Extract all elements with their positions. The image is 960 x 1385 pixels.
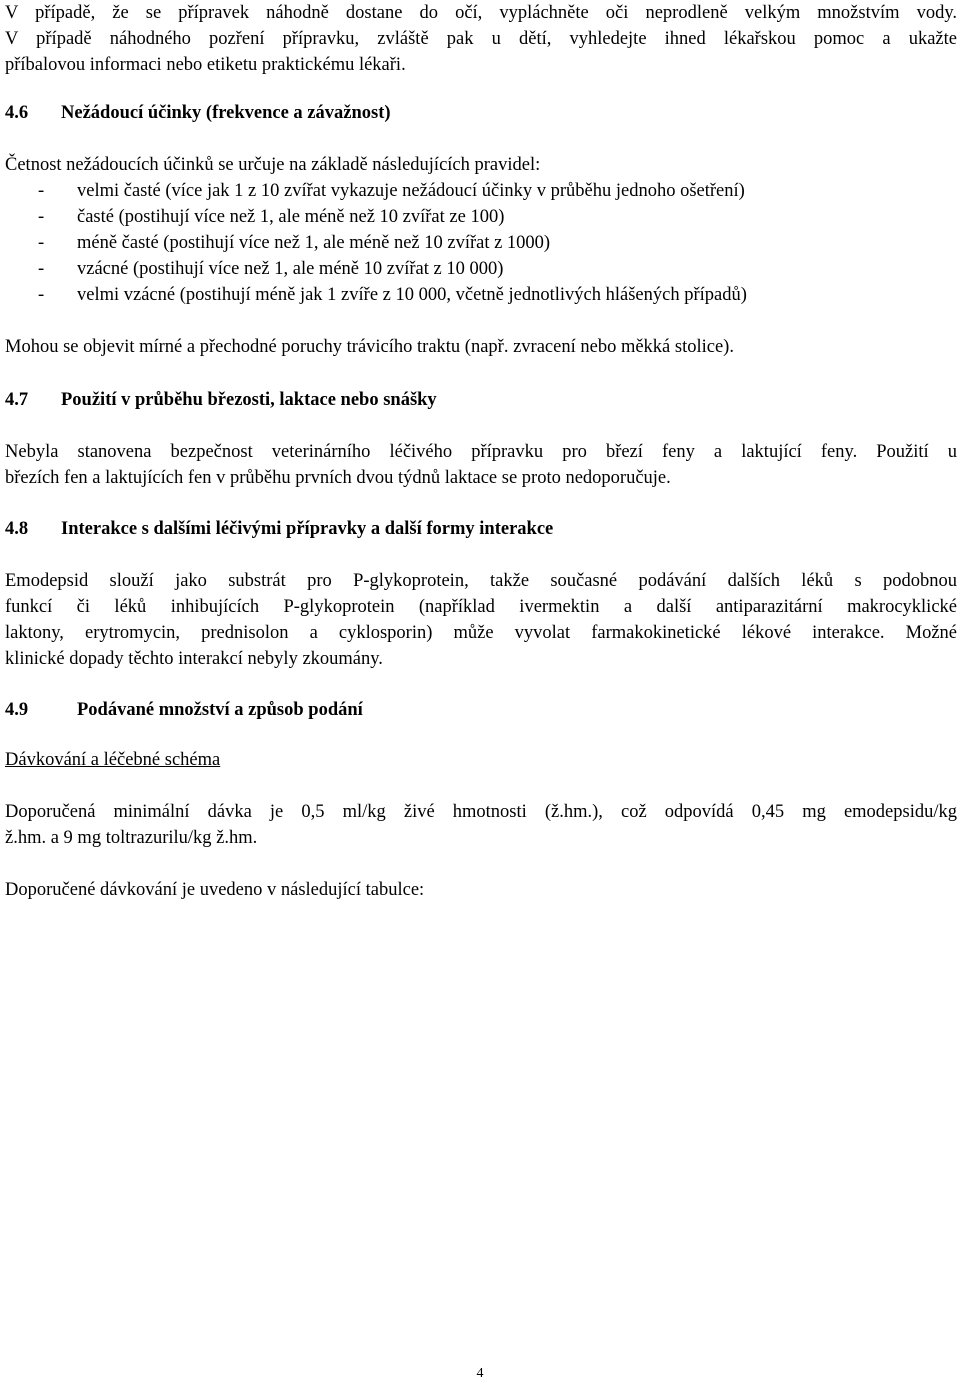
table-intro: Doporučené dávkování je uvedeno v následující tabulce: [5,880,425,900]
list-dash: - [38,207,45,227]
intro-line-1: V případě, že se přípravek náhodně dostane do očí, vypláchněte oči neprodleně velkým množstvím vody. [5,3,957,23]
section-4-6-number: 4.6 [5,103,29,123]
section-4-7-line-2: březích fen a laktujících fen v průběhu prvních dvou týdnů laktace se proto nedoporučuje. [5,468,671,488]
list-item-text: časté (postihují více než 1, ale méně než 10 zvířat ze 100) [77,207,505,227]
list-dash: - [38,259,45,279]
section-4-6-title: Nežádoucí účinky (frekvence a závažnost) [61,103,391,123]
list-dash: - [38,181,45,201]
section-4-7-heading [5,387,957,413]
section-4-7-line-1: Nebyla stanovena bezpečnost veterinárního léčivého přípravku pro březí feny a laktující feny. Použití u [5,442,957,462]
section-4-8-number: 4.8 [5,519,29,539]
section-4-6-heading [5,100,957,126]
dose-line-2: ž.hm. a 9 mg toltrazurilu/kg ž.hm. [5,828,258,848]
frequency-list [5,178,957,308]
section-4-7 [5,387,957,491]
section-4-8-title: Interakce s dalšími léčivými přípravky a další formy interakce [61,519,554,539]
section-4-8 [5,516,957,672]
intro-line-3: příbalovou informaci nebo etiketu praktickému lékaři. [5,55,406,75]
section-4-6-note: Mohou se objevit mírné a přechodné poruchy trávicího traktu (např. zvracení nebo měkká stolice). [5,337,734,357]
document-page [5,0,957,903]
section-4-8-heading [5,516,957,542]
list-item-text: velmi vzácné (postihují méně jak 1 zvíře z 10 000, včetně jednotlivých hlášených případů) [77,285,747,305]
section-4-6 [5,100,957,360]
list-dash: - [38,233,45,253]
dosage-subheading: Dávkování a léčebné schéma [5,750,221,770]
list-item [5,282,957,308]
list-item-text: vzácné (postihují více než 1, ale méně 10 zvířat z 10 000) [77,259,504,279]
section-4-7-title: Použití v průběhu březosti, laktace nebo snášky [61,390,437,410]
list-item [5,204,957,230]
spacer [5,308,957,334]
section-4-9-heading [5,697,957,723]
list-item [5,178,957,204]
intro-paragraph [5,0,957,78]
list-item-text: velmi časté (více jak 1 z 10 zvířat vykazuje nežádoucí účinky v průběhu jednoho ošetření) [77,181,745,201]
list-item [5,256,957,282]
section-4-8-line-1: Emodepsid slouží jako substrát pro P-glykoprotein, takže současné podávání dalších léků s podobnou [5,571,957,591]
dose-line-1: Doporučená minimální dávka je 0,5 ml/kg živé hmotnosti (ž.hm.), což odpovídá 0,45 mg emodepsidu/kg [5,802,957,822]
list-item-text: méně časté (postihují více než 1, ale méně než 10 zvířat z 1000) [77,233,551,253]
section-4-9 [5,697,957,903]
section-4-6-lead: Četnost nežádoucích účinků se určuje na základě následujících pravidel: [5,155,541,175]
section-4-7-number: 4.7 [5,390,29,410]
section-4-8-line-2: funkcí či léků inhibujících P-glykoprotein (například ivermektin a další antiparazitární makrocyklické [5,597,957,617]
section-4-8-line-4: klinické dopady těchto interakcí nebyly zkoumány. [5,649,383,669]
spacer [5,773,957,799]
section-4-8-line-3: laktony, erytromycin, prednisolon a cyklosporin) může vyvolat farmakokinetické lékové interakce. Možné [5,623,957,643]
list-dash: - [38,285,45,305]
list-item [5,230,957,256]
page-number: 4 [476,1366,484,1381]
intro-line-2: V případě náhodného pozření přípravku, zvláště pak u dětí, vyhledejte ihned lékařskou pomoc a ukažte [5,29,957,49]
section-4-9-number: 4.9 [5,700,29,720]
section-4-9-title: Podávané množství a způsob podání [77,700,363,720]
spacer [5,851,957,877]
